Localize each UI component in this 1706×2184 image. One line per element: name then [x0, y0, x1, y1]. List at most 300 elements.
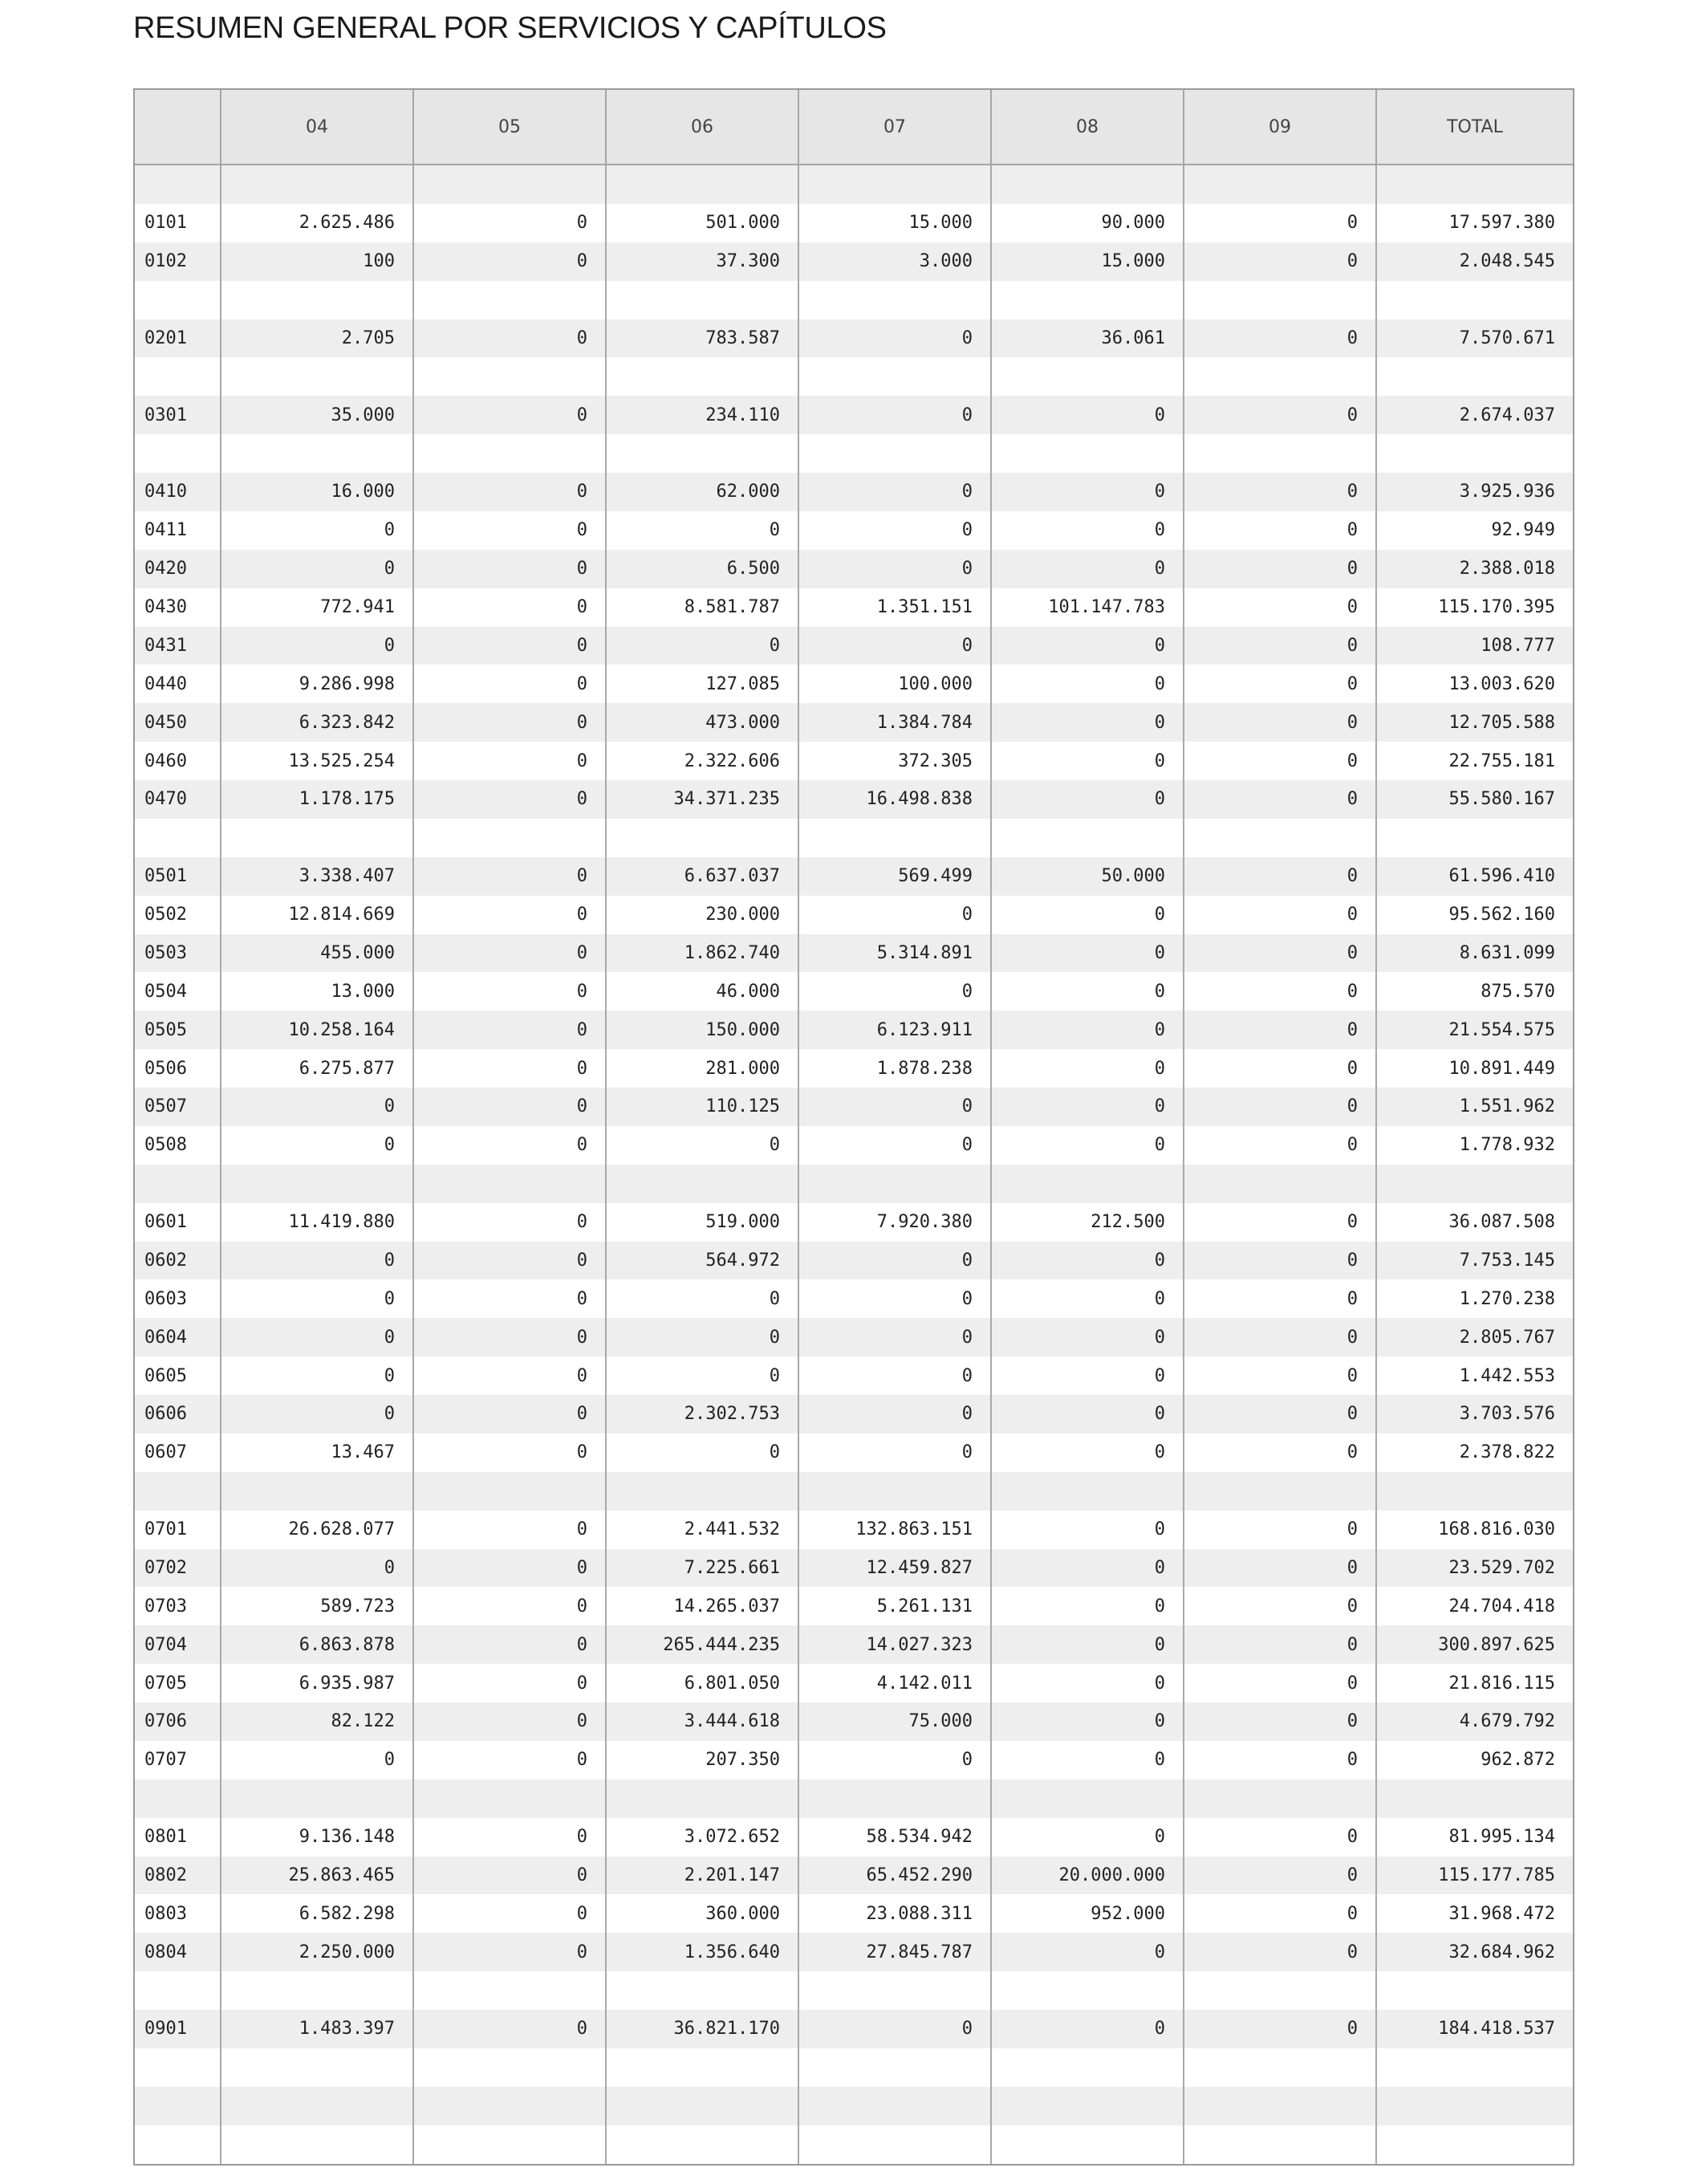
- chapter-04-cell: 0: [221, 550, 413, 588]
- spacer-row: [135, 819, 1573, 857]
- table-row: [135, 1395, 1573, 1434]
- chapter-04-cell: 6.935.987: [221, 1664, 413, 1702]
- service-code-cell: 0703: [135, 1587, 221, 1625]
- chapter-06-cell: 2.201.147: [606, 1857, 798, 1895]
- page-title: RESUMEN GENERAL POR SERVICIOS Y CAPÍTULOS: [133, 11, 887, 45]
- chapter-09-cell: 0: [1184, 1625, 1376, 1664]
- total-cell: [1376, 1472, 1573, 1511]
- chapter-09-cell: 0: [1184, 1587, 1376, 1625]
- chapter-07-cell: [798, 1472, 991, 1511]
- table-row: [135, 934, 1573, 973]
- chapter-07-cell: 5.261.131: [798, 1587, 991, 1625]
- table-body: [135, 165, 1573, 2164]
- spacer-row: [135, 434, 1573, 473]
- chapter-07-cell: 0: [798, 396, 991, 434]
- table-row: [135, 780, 1573, 819]
- chapter-07-cell: 27.845.787: [798, 1933, 991, 1971]
- chapter-06-cell: [606, 2125, 798, 2164]
- chapter-05-cell: 0: [413, 1088, 606, 1126]
- chapter-05-cell: 0: [413, 1434, 606, 1472]
- chapter-09-cell: 0: [1184, 242, 1376, 281]
- chapter-09-cell: 0: [1184, 972, 1376, 1011]
- spacer-row: [135, 1779, 1573, 1818]
- total-cell: 17.597.380: [1376, 204, 1573, 242]
- table-header-row: [135, 90, 1573, 165]
- table-row: [135, 1511, 1573, 1549]
- chapter-09-cell: 0: [1184, 857, 1376, 896]
- service-code-cell: 0101: [135, 204, 221, 242]
- chapter-09-cell: 0: [1184, 1011, 1376, 1049]
- total-cell: 962.872: [1376, 1741, 1573, 1779]
- chapter-04-cell: 10.258.164: [221, 1011, 413, 1049]
- chapter-07-cell: 0: [798, 1279, 991, 1318]
- chapter-04-cell: 0: [221, 1279, 413, 1318]
- chapter-06-cell: 0: [606, 627, 798, 665]
- chapter-07-cell: [798, 1971, 991, 2010]
- chapter-08-cell: [991, 281, 1184, 319]
- total-cell: 8.631.099: [1376, 934, 1573, 973]
- chapter-05-cell: 0: [413, 780, 606, 819]
- chapter-06-cell: 2.322.606: [606, 742, 798, 780]
- chapter-05-cell: [413, 819, 606, 857]
- chapter-08-cell: 0: [991, 1279, 1184, 1318]
- chapter-09-cell: [1184, 819, 1376, 857]
- service-code-cell: 0602: [135, 1242, 221, 1280]
- chapter-06-cell: 14.265.037: [606, 1587, 798, 1625]
- chapter-07-cell: 0: [798, 972, 991, 1011]
- chapter-07-cell: 0: [798, 550, 991, 588]
- chapter-05-cell: 0: [413, 934, 606, 973]
- service-code-cell: [135, 1779, 221, 1818]
- chapter-08-cell: 0: [991, 1741, 1184, 1779]
- chapter-04-cell: [221, 1165, 413, 1203]
- chapter-04-cell: 13.000: [221, 972, 413, 1011]
- chapter-05-cell: 0: [413, 1549, 606, 1588]
- service-code-cell: 0410: [135, 473, 221, 511]
- chapter-07-cell: 569.499: [798, 857, 991, 896]
- chapter-04-cell: 12.814.669: [221, 896, 413, 934]
- table-row: [135, 319, 1573, 358]
- chapter-08-cell: 952.000: [991, 1894, 1184, 1933]
- chapter-09-cell: 0: [1184, 780, 1376, 819]
- chapter-05-cell: [413, 357, 606, 396]
- total-cell: [1376, 2125, 1573, 2164]
- chapter-04-cell: [221, 819, 413, 857]
- chapter-05-cell: 0: [413, 1741, 606, 1779]
- chapter-09-cell: 0: [1184, 204, 1376, 242]
- chapter-06-cell: 34.371.235: [606, 780, 798, 819]
- chapter-04-cell: 13.467: [221, 1434, 413, 1472]
- chapter-05-cell: [413, 2087, 606, 2125]
- total-cell: 300.897.625: [1376, 1625, 1573, 1664]
- chapter-07-cell: [798, 2048, 991, 2087]
- total-cell: 875.570: [1376, 972, 1573, 1011]
- chapter-06-cell: 501.000: [606, 204, 798, 242]
- chapter-06-cell: 6.637.037: [606, 857, 798, 896]
- chapter-07-cell: 15.000: [798, 204, 991, 242]
- chapter-06-cell: 0: [606, 1434, 798, 1472]
- chapter-07-cell: [798, 819, 991, 857]
- chapter-05-cell: 0: [413, 588, 606, 627]
- chapter-09-cell: [1184, 1165, 1376, 1203]
- table-row: [135, 1664, 1573, 1702]
- service-code-cell: 0801: [135, 1818, 221, 1857]
- total-cell: 108.777: [1376, 627, 1573, 665]
- chapter-08-cell: 0: [991, 1318, 1184, 1356]
- service-code-cell: [135, 1472, 221, 1511]
- chapter-06-cell: 265.444.235: [606, 1625, 798, 1664]
- chapter-09-cell: 0: [1184, 1434, 1376, 1472]
- chapter-06-cell: 62.000: [606, 473, 798, 511]
- total-cell: 23.529.702: [1376, 1549, 1573, 1588]
- chapter-05-cell: [413, 1165, 606, 1203]
- spacer-row: [135, 2048, 1573, 2087]
- total-cell: [1376, 1779, 1573, 1818]
- chapter-09-cell: 0: [1184, 511, 1376, 550]
- chapter-08-cell: 20.000.000: [991, 1857, 1184, 1895]
- chapter-08-cell: 0: [991, 1049, 1184, 1088]
- chapter-04-cell: 2.705: [221, 319, 413, 358]
- chapter-08-cell: [991, 1971, 1184, 2010]
- table-row: [135, 1279, 1573, 1318]
- chapter-06-cell: [606, 434, 798, 473]
- chapter-06-cell: 0: [606, 1356, 798, 1395]
- chapter-04-cell: [221, 2048, 413, 2087]
- chapter-08-cell: 90.000: [991, 204, 1184, 242]
- table-row: [135, 1587, 1573, 1625]
- spacer-row: [135, 2087, 1573, 2125]
- chapter-08-cell: 0: [991, 1088, 1184, 1126]
- chapter-08-cell: [991, 2087, 1184, 2125]
- service-code-cell: 0201: [135, 319, 221, 358]
- chapter-05-cell: [413, 165, 606, 204]
- chapter-08-cell: 15.000: [991, 242, 1184, 281]
- service-code-cell: 0505: [135, 1011, 221, 1049]
- chapter-08-cell: 0: [991, 550, 1184, 588]
- chapter-09-cell: 0: [1184, 627, 1376, 665]
- service-code-cell: 0605: [135, 1356, 221, 1395]
- chapter-09-cell: [1184, 1779, 1376, 1818]
- service-code-cell: 0606: [135, 1395, 221, 1434]
- chapter-05-cell: 0: [413, 972, 606, 1011]
- chapter-08-cell: 0: [991, 627, 1184, 665]
- chapter-06-cell: 0: [606, 511, 798, 550]
- chapter-04-cell: 0: [221, 1318, 413, 1356]
- summary-table-frame: [133, 88, 1574, 2166]
- service-code-cell: [135, 434, 221, 473]
- service-code-cell: 0470: [135, 780, 221, 819]
- table-row: [135, 972, 1573, 1011]
- chapter-05-cell: 0: [413, 1664, 606, 1702]
- total-cell: 1.270.238: [1376, 1279, 1573, 1318]
- total-cell: 21.816.115: [1376, 1664, 1573, 1702]
- chapter-05-cell: 0: [413, 1011, 606, 1049]
- chapter-04-cell: 1.178.175: [221, 780, 413, 819]
- chapter-05-cell: [413, 1971, 606, 2010]
- chapter-09-cell: 0: [1184, 550, 1376, 588]
- service-code-cell: 0705: [135, 1664, 221, 1702]
- service-code-cell: 0411: [135, 511, 221, 550]
- service-code-cell: 0901: [135, 2010, 221, 2048]
- chapter-09-cell: [1184, 357, 1376, 396]
- chapter-04-cell: 9.136.148: [221, 1818, 413, 1857]
- chapter-08-cell: 0: [991, 1011, 1184, 1049]
- chapter-09-cell: 0: [1184, 1126, 1376, 1165]
- chapter-04-cell: 6.582.298: [221, 1894, 413, 1933]
- chapter-04-cell: 589.723: [221, 1587, 413, 1625]
- service-code-cell: 0503: [135, 934, 221, 973]
- service-code-cell: 0460: [135, 742, 221, 780]
- chapter-08-cell: 0: [991, 511, 1184, 550]
- chapter-04-cell: 13.525.254: [221, 742, 413, 780]
- chapter-04-cell: 0: [221, 1126, 413, 1165]
- chapter-04-cell: 6.323.842: [221, 703, 413, 742]
- total-cell: [1376, 1971, 1573, 2010]
- chapter-05-cell: 0: [413, 1395, 606, 1434]
- chapter-06-cell: [606, 1165, 798, 1203]
- chapter-06-cell: 8.581.787: [606, 588, 798, 627]
- chapter-06-cell: [606, 819, 798, 857]
- chapter-04-cell: [221, 2125, 413, 2164]
- chapter-05-cell: 0: [413, 1587, 606, 1625]
- chapter-09-cell: 0: [1184, 1702, 1376, 1741]
- table-row: [135, 1741, 1573, 1779]
- table-row: [135, 1318, 1573, 1356]
- chapter-04-cell: [221, 281, 413, 319]
- chapter-09-cell: [1184, 165, 1376, 204]
- chapter-08-cell: [991, 1165, 1184, 1203]
- chapter-05-cell: [413, 1472, 606, 1511]
- chapter-07-cell: 0: [798, 1318, 991, 1356]
- table-row: [135, 1203, 1573, 1242]
- chapter-05-cell: 0: [413, 2010, 606, 2048]
- chapter-09-cell: [1184, 2125, 1376, 2164]
- spacer-row: [135, 165, 1573, 204]
- chapter-04-cell: 0: [221, 1395, 413, 1434]
- spacer-row: [135, 1971, 1573, 2010]
- chapter-06-cell: [606, 2048, 798, 2087]
- chapter-07-cell: 0: [798, 1356, 991, 1395]
- table-row: [135, 1857, 1573, 1895]
- table-row: [135, 396, 1573, 434]
- chapter-06-cell: 2.441.532: [606, 1511, 798, 1549]
- chapter-07-cell: 0: [798, 627, 991, 665]
- service-code-cell: 0501: [135, 857, 221, 896]
- chapter-04-cell: 82.122: [221, 1702, 413, 1741]
- total-cell: 2.048.545: [1376, 242, 1573, 281]
- chapter-06-cell: 1.862.740: [606, 934, 798, 973]
- chapter-05-cell: 0: [413, 703, 606, 742]
- chapter-04-cell: 11.419.880: [221, 1203, 413, 1242]
- summary-table: [135, 90, 1573, 2164]
- chapter-07-cell: 0: [798, 473, 991, 511]
- service-code-cell: 0607: [135, 1434, 221, 1472]
- chapter-05-cell: 0: [413, 1933, 606, 1971]
- chapter-09-cell: 0: [1184, 1088, 1376, 1126]
- total-cell: [1376, 819, 1573, 857]
- chapter-05-cell: 0: [413, 396, 606, 434]
- chapter-07-cell: [798, 1165, 991, 1203]
- table-row: [135, 550, 1573, 588]
- service-code-cell: 0301: [135, 396, 221, 434]
- service-code-cell: 0702: [135, 1549, 221, 1588]
- chapter-05-cell: 0: [413, 1857, 606, 1895]
- chapter-09-cell: 0: [1184, 1818, 1376, 1857]
- chapter-07-cell: [798, 165, 991, 204]
- chapter-05-cell: 0: [413, 1511, 606, 1549]
- service-code-cell: 0507: [135, 1088, 221, 1126]
- chapter-06-cell: 6.801.050: [606, 1664, 798, 1702]
- chapter-04-cell: 26.628.077: [221, 1511, 413, 1549]
- total-cell: [1376, 281, 1573, 319]
- table-row: [135, 1049, 1573, 1088]
- chapter-09-cell: 0: [1184, 1395, 1376, 1434]
- chapter-08-cell: 0: [991, 742, 1184, 780]
- total-cell: [1376, 2087, 1573, 2125]
- column-header-service: [135, 90, 221, 165]
- total-cell: [1376, 165, 1573, 204]
- chapter-05-cell: 0: [413, 1242, 606, 1280]
- chapter-09-cell: 0: [1184, 1933, 1376, 1971]
- table-row: [135, 1933, 1573, 1971]
- chapter-07-cell: 16.498.838: [798, 780, 991, 819]
- chapter-09-cell: 0: [1184, 1049, 1376, 1088]
- chapter-04-cell: 16.000: [221, 473, 413, 511]
- chapter-07-cell: 0: [798, 1088, 991, 1126]
- table-row: [135, 742, 1573, 780]
- table-row: [135, 896, 1573, 934]
- total-cell: 13.003.620: [1376, 665, 1573, 703]
- chapter-04-cell: [221, 165, 413, 204]
- total-cell: 2.388.018: [1376, 550, 1573, 588]
- table-row: [135, 2010, 1573, 2048]
- chapter-06-cell: 281.000: [606, 1049, 798, 1088]
- chapter-07-cell: [798, 2125, 991, 2164]
- chapter-05-cell: 0: [413, 550, 606, 588]
- chapter-09-cell: 0: [1184, 1741, 1376, 1779]
- chapter-09-cell: [1184, 2048, 1376, 2087]
- chapter-07-cell: [798, 281, 991, 319]
- chapter-06-cell: 36.821.170: [606, 2010, 798, 2048]
- chapter-04-cell: 0: [221, 511, 413, 550]
- service-code-cell: [135, 819, 221, 857]
- table-row: [135, 204, 1573, 242]
- total-cell: 21.554.575: [1376, 1011, 1573, 1049]
- table-row: [135, 242, 1573, 281]
- chapter-09-cell: 0: [1184, 473, 1376, 511]
- chapter-05-cell: 0: [413, 1818, 606, 1857]
- chapter-07-cell: 23.088.311: [798, 1894, 991, 1933]
- chapter-09-cell: 0: [1184, 934, 1376, 973]
- total-cell: 7.753.145: [1376, 1242, 1573, 1280]
- chapter-07-cell: 132.863.151: [798, 1511, 991, 1549]
- chapter-07-cell: 0: [798, 1126, 991, 1165]
- chapter-08-cell: 0: [991, 934, 1184, 973]
- chapter-08-cell: 0: [991, 972, 1184, 1011]
- chapter-09-cell: 0: [1184, 396, 1376, 434]
- service-code-cell: [135, 1165, 221, 1203]
- service-code-cell: [135, 1971, 221, 2010]
- chapter-06-cell: [606, 165, 798, 204]
- chapter-06-cell: 564.972: [606, 1242, 798, 1280]
- service-code-cell: 0450: [135, 703, 221, 742]
- column-header-07: 07: [798, 90, 991, 165]
- table-row: [135, 1818, 1573, 1857]
- chapter-09-cell: 0: [1184, 1511, 1376, 1549]
- chapter-09-cell: [1184, 2087, 1376, 2125]
- total-cell: 24.704.418: [1376, 1587, 1573, 1625]
- chapter-05-cell: 0: [413, 1318, 606, 1356]
- chapter-08-cell: 0: [991, 1664, 1184, 1702]
- total-cell: 115.170.395: [1376, 588, 1573, 627]
- chapter-05-cell: 0: [413, 1203, 606, 1242]
- chapter-06-cell: [606, 1779, 798, 1818]
- chapter-07-cell: 5.314.891: [798, 934, 991, 973]
- chapter-08-cell: 0: [991, 896, 1184, 934]
- chapter-04-cell: [221, 434, 413, 473]
- chapter-04-cell: 3.338.407: [221, 857, 413, 896]
- chapter-05-cell: [413, 281, 606, 319]
- service-code-cell: [135, 2125, 221, 2164]
- chapter-04-cell: 0: [221, 1242, 413, 1280]
- service-code-cell: 0506: [135, 1049, 221, 1088]
- total-cell: [1376, 2048, 1573, 2087]
- total-cell: 12.705.588: [1376, 703, 1573, 742]
- chapter-08-cell: 50.000: [991, 857, 1184, 896]
- chapter-07-cell: 372.305: [798, 742, 991, 780]
- table-row: [135, 1894, 1573, 1933]
- chapter-08-cell: 0: [991, 665, 1184, 703]
- chapter-09-cell: 0: [1184, 896, 1376, 934]
- chapter-06-cell: 230.000: [606, 896, 798, 934]
- chapter-08-cell: 0: [991, 1126, 1184, 1165]
- chapter-08-cell: [991, 2048, 1184, 2087]
- service-code-cell: 0803: [135, 1894, 221, 1933]
- chapter-05-cell: 0: [413, 1625, 606, 1664]
- service-code-cell: 0804: [135, 1933, 221, 1971]
- chapter-05-cell: 0: [413, 896, 606, 934]
- service-code-cell: 0504: [135, 972, 221, 1011]
- chapter-07-cell: [798, 434, 991, 473]
- chapter-09-cell: 0: [1184, 1549, 1376, 1588]
- chapter-09-cell: 0: [1184, 1318, 1376, 1356]
- chapter-04-cell: 6.275.877: [221, 1049, 413, 1088]
- chapter-09-cell: 0: [1184, 742, 1376, 780]
- chapter-08-cell: 0: [991, 1625, 1184, 1664]
- total-cell: 2.805.767: [1376, 1318, 1573, 1356]
- chapter-07-cell: 0: [798, 1242, 991, 1280]
- chapter-04-cell: 0: [221, 1356, 413, 1395]
- spacer-row: [135, 281, 1573, 319]
- chapter-05-cell: 0: [413, 1126, 606, 1165]
- chapter-04-cell: 100: [221, 242, 413, 281]
- chapter-07-cell: 100.000: [798, 665, 991, 703]
- chapter-09-cell: 0: [1184, 2010, 1376, 2048]
- chapter-07-cell: 0: [798, 1741, 991, 1779]
- service-code-cell: 0706: [135, 1702, 221, 1741]
- chapter-08-cell: 36.061: [991, 319, 1184, 358]
- chapter-09-cell: 0: [1184, 319, 1376, 358]
- total-cell: 22.755.181: [1376, 742, 1573, 780]
- chapter-08-cell: 0: [991, 1356, 1184, 1395]
- table-row: [135, 1702, 1573, 1741]
- chapter-05-cell: [413, 434, 606, 473]
- service-code-cell: [135, 2048, 221, 2087]
- column-header-05: 05: [413, 90, 606, 165]
- chapter-05-cell: 0: [413, 1279, 606, 1318]
- chapter-08-cell: 0: [991, 1511, 1184, 1549]
- chapter-04-cell: [221, 1971, 413, 2010]
